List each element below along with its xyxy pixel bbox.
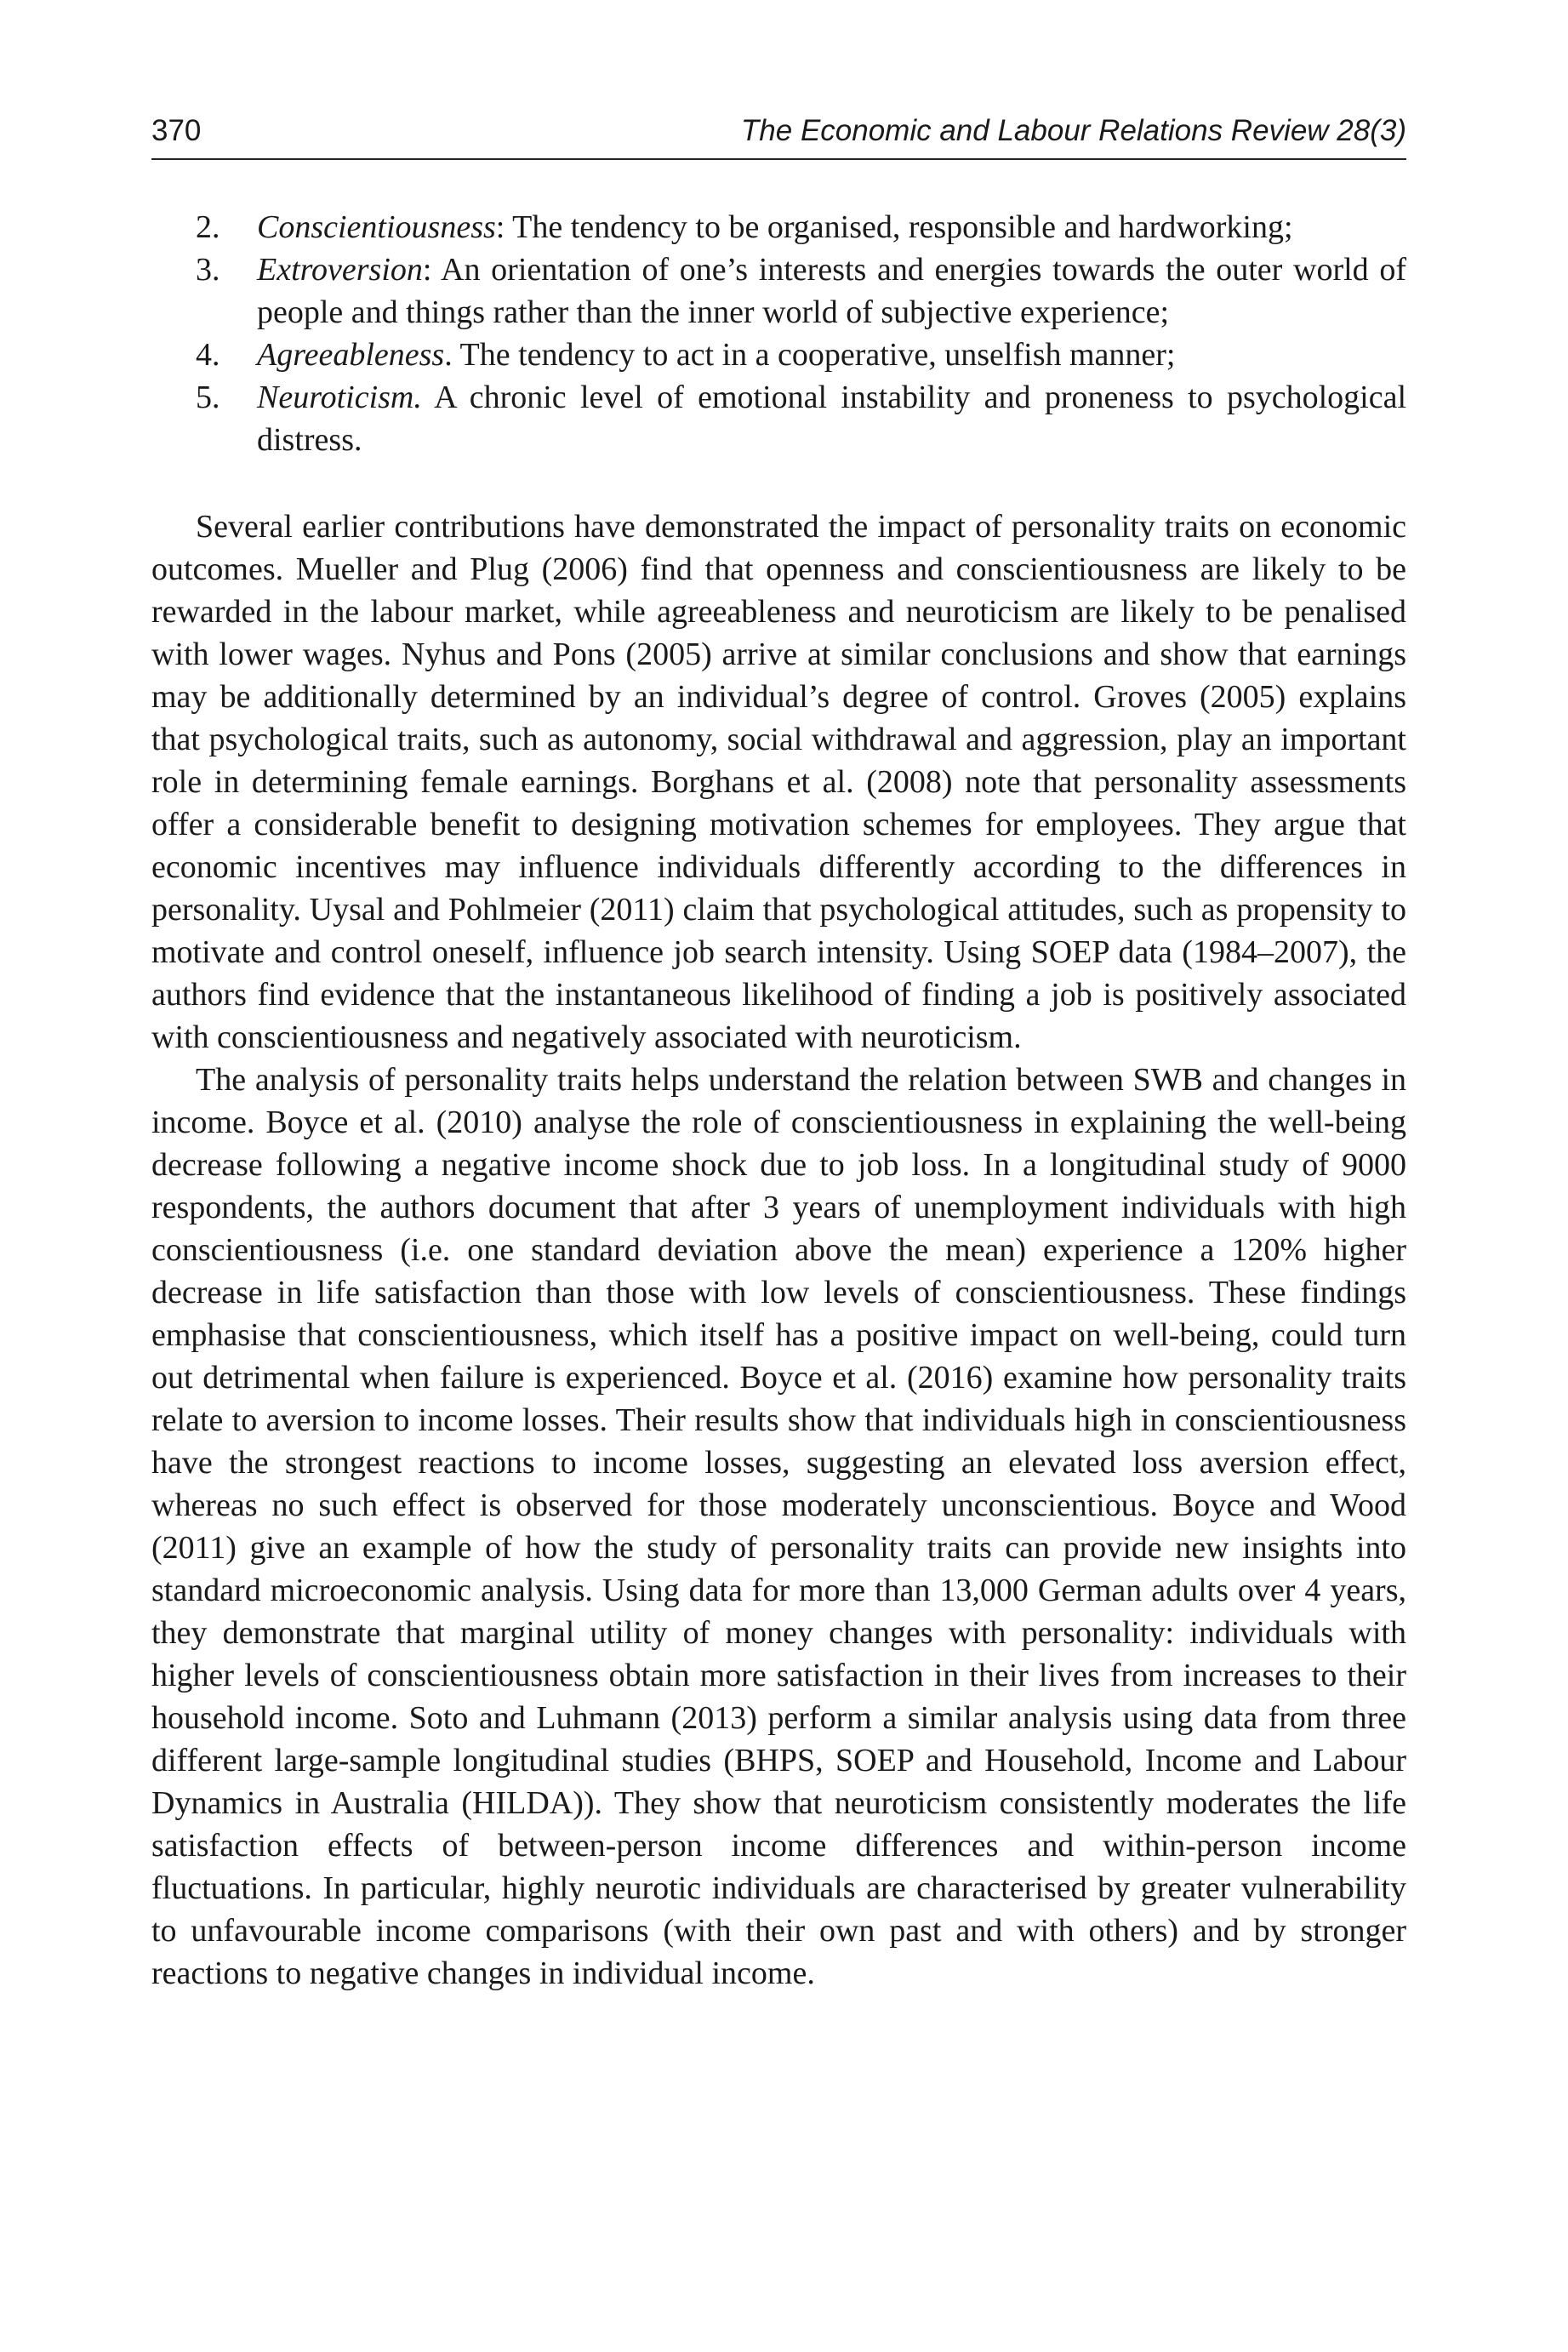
personality-trait-list [151,206,1406,461]
trait-name: Conscientiousness [257,209,496,245]
journal-title: The Economic and Labour Relations Review 28(3) [740,114,1406,147]
list-item-conscientiousness [151,206,1406,248]
trait-separator: . [444,337,460,373]
body-paragraph: Several earlier contributions have demonstrated the impact of personality traits on economic outcomes. Mueller and Plug (2006) find that openness and conscientiousness are likely to be rewarded in the labour market, while agreeableness and neuroticism are likely to be penalised with lower wages. Nyhus and Pons (2005) arrive at similar conclusions and show that earnings may be additionally determined by an individual’s degree of control. Groves (2005) explains that psychological traits, such as autonomy, social withdrawal and aggression, play an important role in determining female earnings. Borghans et al. (2008) note that personality assessments offer a considerable benefit to designing motivation schemes for employees. They argue that economic incentives may influence individuals differently according to the differences in personality. Uysal and Pohlmeier (2011) claim that psychological attitudes, such as propensity to motivate and control oneself, influence job search intensity. Using SOEP data (1984–2007), the authors find evidence that the instantaneous likelihood of finding a job is positively associated with conscientiousness and negatively associated with neuroticism. [151,509,1406,1055]
trait-description: The tendency to act in a cooperative, unselfish manner; [459,337,1176,373]
trait-separator: : [495,209,513,245]
list-number: 4. [196,337,220,373]
list-item-agreeableness [151,334,1406,376]
list-item-extroversion [151,248,1406,334]
trait-description: An orientation of one’s interests and energies towards the outer world of people and things rather than the inner world of subjective experience; [257,252,1406,330]
list-number: 2. [196,209,220,245]
trait-name: Agreeableness [257,337,445,373]
page-number: 370 [151,114,202,147]
trait-separator: : [422,252,442,288]
running-head [151,109,1406,160]
trait-description: A chronic level of emotional instability and proneness to psychological distress. [257,380,1407,458]
article-body [151,206,1406,1995]
trait-separator [422,380,434,415]
list-item-neuroticism [151,376,1406,461]
trait-description: The tendency to be organised, responsible and hardworking; [512,209,1293,245]
trait-name: Neuroticism. [257,380,422,415]
list-number: 3. [196,252,220,288]
list-number: 5. [196,380,220,415]
trait-name: Extroversion [257,252,423,288]
body-paragraph: The analysis of personality traits helps understand the relation between SWB and changes in income. Boyce et al. (2010) analyse the role of conscientiousness in explaining the well-being decrease following a negative income shock due to job loss. In a longitudinal study of 9000 respondents, the authors document that after 3 years of unemployment individuals with high conscientiousness (i.e. one standard deviation above the mean) experience a 120% higher decrease in life satisfaction than those with low levels of conscientiousness. These findings emphasise that conscientiousness, which itself has a positive impact on well-being, could turn out detrimental when failure is experienced. Boyce et al. (2016) examine how personality traits relate to aversion to income losses. Their results show that individuals high in conscientiousness have the strongest reactions to income losses, suggesting an elevated loss aversion effect, whereas no such effect is observed for those moderately unconscientious. Boyce and Wood (2011) give an example of how the study of personality traits can provide new insights into standard microeconomic analysis. Using data for more than 13,000 German adults over 4 years, they demonstrate that marginal utility of money changes with personality: individuals with higher levels of conscientiousness obtain more satisfaction in their lives from increases to their household income. Soto and Luhmann (2013) perform a similar analysis using data from three different large-sample longitudinal studies (BHPS, SOEP and Household, Income and Labour Dynamics in Australia (HILDA)). They show that neuroticism consistently moderates the life satisfaction effects of between-person income differences and within-person income fluctuations. In particular, highly neurotic individuals are characterised by greater vulnerability to unfavourable income comparisons (with their own past and with others) and by stronger reactions to negative changes in individual income. [151,1062,1406,1991]
